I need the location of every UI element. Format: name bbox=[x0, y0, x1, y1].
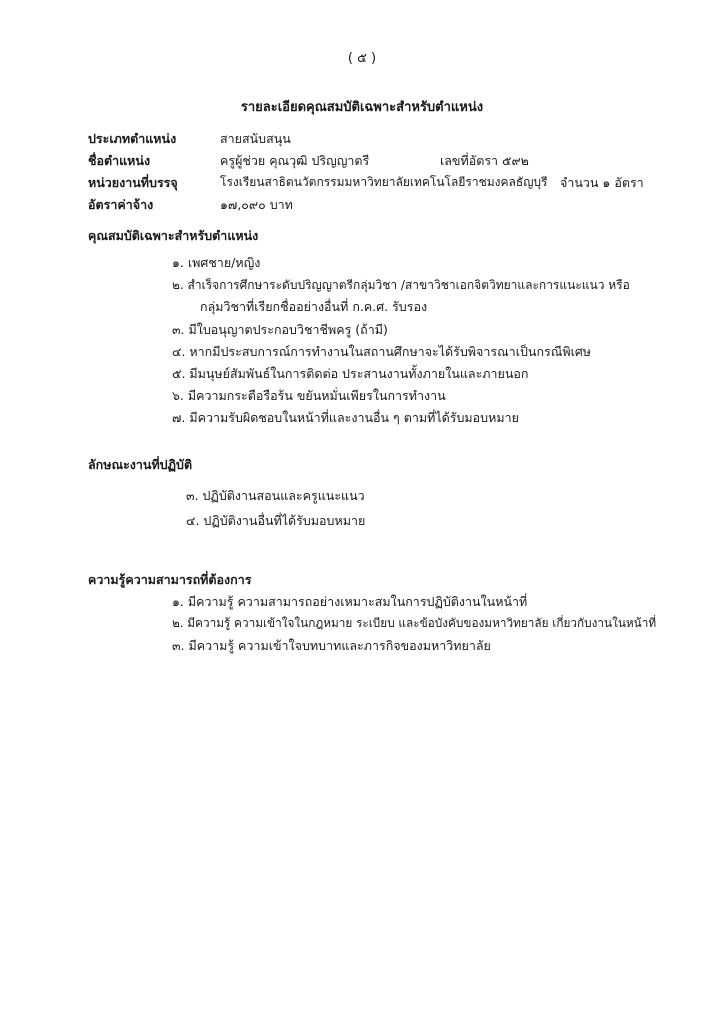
qualification-item: ๕. มีมนุษย์สัมพันธ์ในการติดต่อ ประสานงานทั้งภายในและภายนอก bbox=[172, 366, 529, 381]
qualification-item: ๒. สำเร็จการศึกษาระดับปริญญาตรีกลุ่มวิชา /สาขาวิชาเอกจิตวิทยาและการแนะแนว หรือ bbox=[172, 278, 630, 292]
knowledge-item: ๒. มีความรู้ ความเข้าใจในกฎหมาย ระเบียบ และข้อบังคับของมหาวิทยาลัย เกี่ยวกับงานในหน้าที่ bbox=[172, 616, 657, 630]
knowledge-heading: ความรู้ความสามารถที่ต้องการ bbox=[88, 572, 252, 587]
qualifications-heading: คุณสมบัติเฉพาะสำหรับตำแหน่ง bbox=[88, 228, 259, 243]
knowledge-item: ๑. มีความรู้ ความสามารถอย่างเหมาะสมในการปฏิบัติงานในหน้าที่ bbox=[172, 594, 528, 609]
page-number: ( ๕ ) bbox=[347, 51, 377, 66]
duty-item: ๓. ปฏิบัติงานสอนและครูแนะแนว bbox=[186, 488, 365, 503]
knowledge-item: ๓. มีความรู้ ความเข้าใจบทบาทและภารกิจของมหาวิทยาลัย bbox=[172, 638, 491, 653]
qualification-item: ๖. มีความกระตือรือร้น ขยันหมั่นเพียรในการทำงาน bbox=[172, 388, 446, 403]
position-type-label: ประเภทตำแหน่ง bbox=[88, 131, 177, 146]
rate-number: เลขที่อัตรา ๕๙๒ bbox=[440, 153, 529, 168]
document-title: รายละเอียดคุณสมบัติเฉพาะสำหรับตำแหน่ง bbox=[240, 100, 484, 115]
qualification-item-continuation: กลุ่มวิชาที่เรียกชื่ออย่างอื่นที่ ก.ค.ศ. รับรอง bbox=[200, 299, 428, 314]
qualification-item: ๔. หากมีประสบการณ์การทำงานในสถานศึกษาจะได้รับพิจารณาเป็นกรณีพิเศษ bbox=[172, 344, 592, 359]
salary-value: ๑๗,๐๙๐ บาท bbox=[220, 197, 293, 212]
qualification-item: ๗. มีความรับผิดชอบในหน้าที่และงานอื่น ๆ ตามที่ได้รับมอบหมาย bbox=[172, 410, 519, 425]
position-type-value: สายสนับสนุน bbox=[220, 131, 291, 146]
position-name-label: ชื่อตำแหน่ง bbox=[88, 153, 151, 168]
qualification-item: ๓. มีใบอนุญาตประกอบวิชาชีพครู (ถ้ามี) bbox=[172, 322, 388, 337]
unit-label: หน่วยงานที่บรรจุ bbox=[88, 175, 178, 190]
duties-heading: ลักษณะงานที่ปฏิบัติ bbox=[88, 457, 193, 472]
unit-value: โรงเรียนสาธิตนวัตกรรมมหาวิทยาลัยเทคโนโลยีราชมงคลธัญบุรี bbox=[220, 175, 548, 189]
position-count: จำนวน ๑ อัตรา bbox=[560, 175, 644, 190]
position-name-value: ครูผู้ช่วย คุณวุฒิ ปริญญาตรี bbox=[220, 153, 370, 168]
duty-item: ๔. ปฏิบัติงานอื่นที่ได้รับมอบหมาย bbox=[186, 513, 366, 528]
qualification-item: ๑. เพศชาย/หญิง bbox=[172, 255, 261, 270]
salary-label: อัตราค่าจ้าง bbox=[88, 197, 154, 212]
